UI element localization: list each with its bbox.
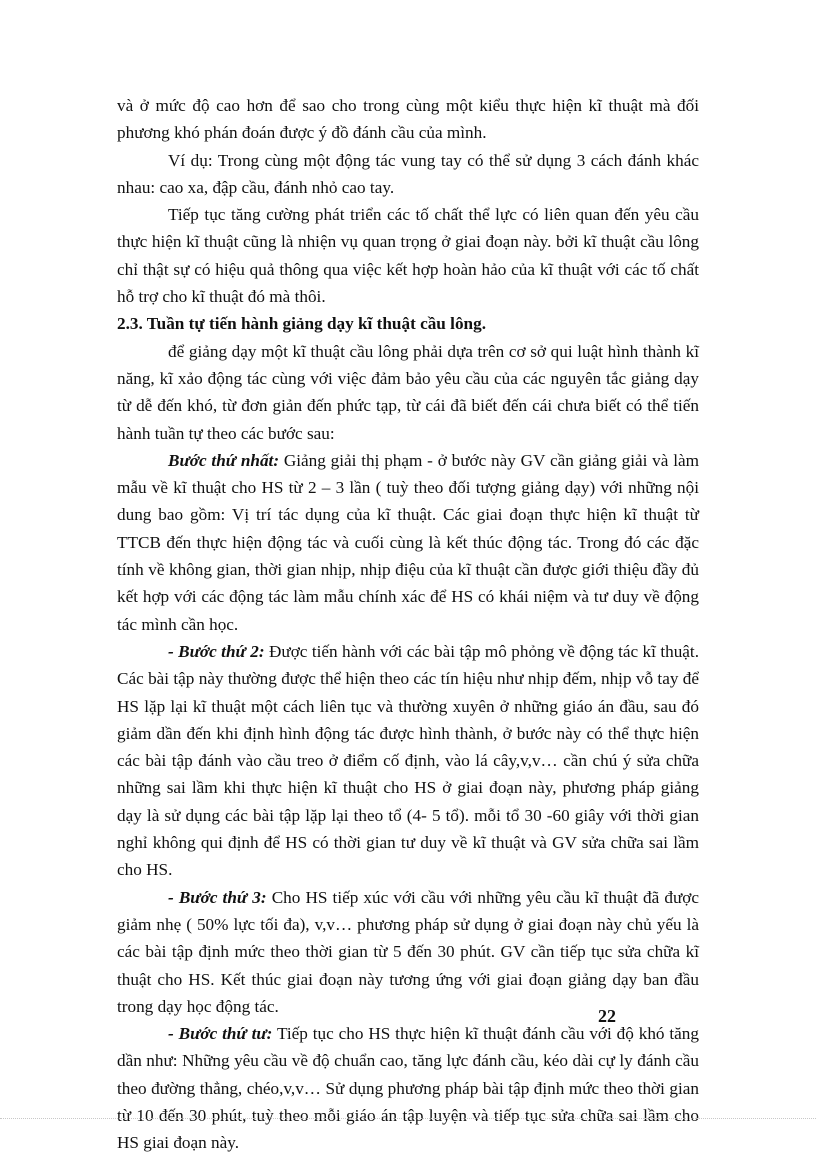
paragraph-physical-qualities: Tiếp tục tăng cường phát triển các tố chất thể lực có liên quan đến yêu cầu thực hiện kĩ thuật cũng là nhiện vụ quan trọng ở giai đoạn này. bởi kĩ thuật cầu lông chỉ thật sự có hiệu quả thông qua việc kết hợp hoàn hảo của kĩ thuật với các tố chất hỗ trợ cho kĩ thuật đó mà thôi. (117, 205, 699, 307)
step-2-text: Được tiến hành với các bài tập mô phỏng về động tác kĩ thuật. Các bài tập này thường được thể hiện theo các tín hiệu như nhịp đếm, nhịp vỗ tay để HS lặp lại kĩ thuật một cách liên tục và thường xuyên ở những giáo án đầu, sau đó giảm dần đến khi định hình động tác được hình thành, ở bước này có thể thực hiện các bài tập đánh vào cầu treo ở điểm cố định, vào lá cây,v,v… cần chú ý sửa chữa những sai lầm khi thực hiện kĩ thuật cho HS ở giai đoạn này, phương pháp giảng dạy là sử dụng các bài tập lặp lại theo tổ (4- 5 tổ). mỗi tổ 30 -60 giây với thời gian nghỉ không qui định để HS có thời gian tư duy về kĩ thuật và GV sửa chữa sai lầm cho HS. (117, 641, 699, 880)
step-3-paragraph (117, 884, 699, 1020)
step-2-label: - Bước thứ 2: (168, 641, 265, 661)
page-bottom-divider (0, 1118, 816, 1119)
paragraph-continuation: và ở mức độ cao hơn để sao cho trong cùng một kiểu thực hiện kĩ thuật mà đối phương khó phán đoán được ý đồ đánh cầu của mình. (117, 96, 699, 143)
section-heading: 2.3. Tuần tự tiến hành giảng dạy kĩ thuật cầu lông. (117, 314, 486, 334)
step-2-paragraph (117, 638, 699, 884)
paragraph-example: Ví dụ: Trong cùng một động tác vung tay có thể sử dụng 3 cách đánh khác nhau: cao xa, đập cầu, đánh nhỏ cao tay. (117, 150, 699, 197)
step-4-label: - Bước thứ tư: (168, 1024, 273, 1044)
step-3-text: Cho HS tiếp xúc với cầu với những yêu cầu kĩ thuật đã được giảm nhẹ ( 50% lực tối đa), v,v… phương pháp sử dụng ở giai đoạn này chủ yếu là các bài tập định mức theo thời gian từ 5 đến 30 phút. GV cần tiếp tục sửa chữa kĩ thuật cho HS. Kết thúc giai đoạn này tương ứng với giai đoạn giảng dạy ban đầu trong dạy học động tác. (117, 887, 699, 1016)
step-4-paragraph (117, 1020, 699, 1156)
page-number: 22 (598, 1006, 616, 1026)
paragraph-intro: để giảng dạy một kĩ thuật cầu lông phải dựa trên cơ sở qui luật hình thành kĩ năng, kĩ xảo động tác cùng với việc đảm bảo yêu cầu của các nguyên tắc giảng dạy từ dễ đến khó, từ đơn giản đến phức tạp, từ cái đã biết đến cái chưa biết có thể tiến hành tuần tự theo các bước sau: (117, 341, 699, 443)
step-1-text: Giảng giải thị phạm - ở bước này GV cần giảng giải và làm mẫu về kĩ thuật cho HS từ 2 – 3 lần ( tuỳ theo đối tượng giảng dạy) với những nội dung bao gồm: Vị trí tác dụng của kĩ thuật. Các giai đoạn thực hiện kĩ thuật từ TTCB đến thực hiện động tác và cuối cùng là kết thúc động tác. Trong đó các đặc tính về không gian, thời gian nhịp, nhịp điệu của kĩ thuật cần được giới thiệu đầy đủ kết hợp với các động tác làm mẫu chính xác để HS có khái niệm và tư duy về động tác mình cần học. (117, 450, 699, 634)
step-1-label: Bước thứ nhất: (168, 450, 280, 470)
document-page (117, 92, 699, 1157)
step-4-text: Tiếp tục cho HS thực hiện kĩ thuật đánh cầu với độ khó tăng dần như: Những yêu cầu về độ chuẩn cao, tăng lực đánh cầu, kéo dài cự ly đánh cầu theo đường thẳng, chéo,v,v… Sử dụng phương pháp bài tập định mức theo thời gian từ 10 đến 30 phút, tuỳ theo mỗi giáo án tập luyện và tiếp tục sửa chữa sai lầm cho HS giai đoạn này. (117, 1024, 699, 1153)
step-1-paragraph (117, 447, 699, 638)
step-3-label: - Bước thứ 3: (168, 887, 267, 907)
